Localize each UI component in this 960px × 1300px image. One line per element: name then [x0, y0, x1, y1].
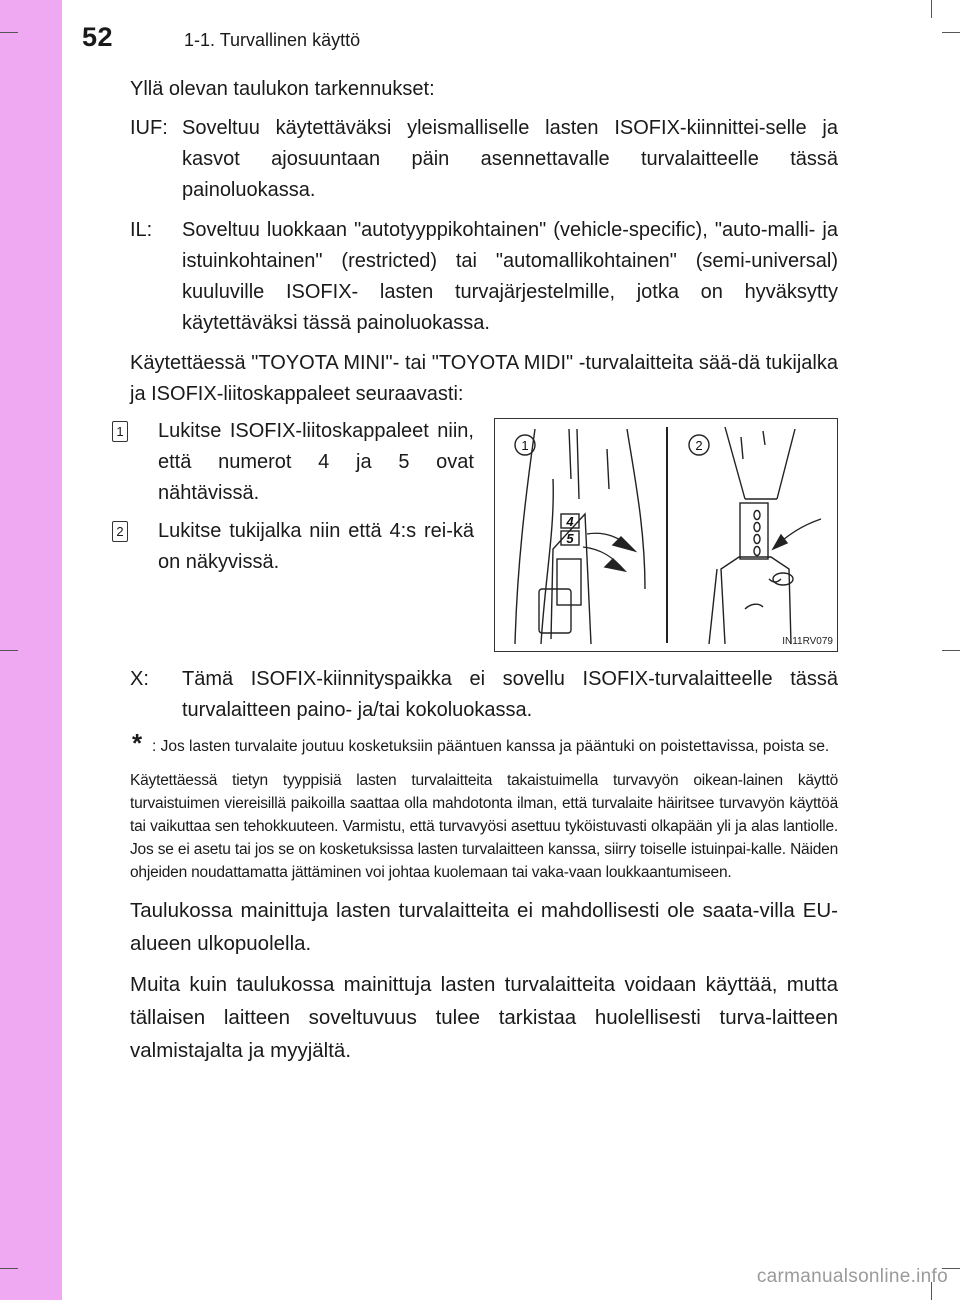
step-text: Lukitse ISOFIX-liitoskappaleet niin, että numerot 4 ja 5 ovat nähtävissä.	[158, 420, 474, 504]
figure-tag-4: 4	[566, 514, 574, 529]
isofix-illustration	[494, 418, 838, 652]
definition-il	[130, 215, 838, 339]
usage-text: Käytettäessä "TOYOTA MINI"- tai "TOYOTA MIDI" -turvalaitteita sää-dä tukijalka ja ISOFIX-liitoskappaleet seuraavasti:	[130, 352, 838, 405]
page-number: 52	[82, 22, 114, 52]
steps-section	[116, 416, 838, 664]
definition-x	[130, 664, 838, 726]
paragraph-availability: Taulukossa mainittuja lasten turvalaitteita ei mahdollisesti ole saata-villa EU-alueen ulkopuolella.	[130, 899, 838, 955]
section-header: 1-1. Turvallinen käyttö	[184, 30, 361, 50]
definition-term: IL:	[130, 219, 153, 241]
step-number-badge: 2	[112, 521, 128, 542]
footnote	[130, 728, 838, 759]
watermark: carmanualsonline.info	[756, 1266, 948, 1287]
crop-mark	[0, 1268, 18, 1269]
illustration-drawing	[495, 419, 837, 651]
step-1	[112, 416, 474, 509]
crop-mark	[931, 0, 932, 18]
caution-text: Käytettäessä tietyn tyyppisiä lasten turvalaitteita takaistuimella turvavyön oikean-lainen käyttö turvaistuimen viereisillä paikoilla saattaa olla mahdotonta ilman, että turvalaite häiritsee turvavyön käyttöä tai vaikuttaa sen tehokkuuteen. Varmistu, että turvavyösi asettuu tyköistuvasti olkapään yli ja alas lantiolle. Jos se ei asetu tai jos se on kosketuksissa lasten turvalaitteen kanssa, siirry toiselle istuinpai-kalle. Näiden ohjeiden noudattamatta jättäminen voi johtaa kuolemaan tai vaka-vaan loukkaantumiseen.	[130, 772, 838, 881]
paragraph-other-devices: Muita kuin taulukossa mainittuja lasten turvalaitteita voidaan käyttää, mutta tällaisen laitteen soveltuvuus tulee tarkistaa huolellisesti turva-laitteen valmistajalta ja myyjältä.	[130, 973, 838, 1062]
intro-text: Yllä olevan taulukon tarkennukset:	[130, 78, 435, 100]
figure-label-2: 2	[695, 438, 703, 453]
step-2	[112, 516, 474, 578]
figure-code: IN11RV079	[782, 636, 833, 647]
crop-mark	[0, 32, 18, 33]
definition-iuf	[130, 113, 838, 206]
definition-term: IUF:	[130, 117, 168, 139]
definition-text: Soveltuu käytettäväksi yleismalliselle lasten ISOFIX-kiinnittei-selle ja kasvot ajosuuntaan päin asennettavalle turvalaitteelle tässä painoluokassa.	[182, 117, 838, 201]
footnote-asterisk: *	[132, 728, 143, 758]
main-content	[116, 74, 838, 1075]
step-text: Lukitse tukijalka niin että 4:s rei-kä on näkyvissä.	[158, 520, 474, 573]
definition-text: Tämä ISOFIX-kiinnityspaikka ei sovellu ISOFIX-turvalaitteelle tässä turvalaitteen paino- ja/tai kokoluokassa.	[182, 668, 838, 721]
crop-mark	[942, 32, 960, 33]
step-number-badge: 1	[112, 421, 128, 442]
figure-label-1: 1	[521, 438, 529, 453]
definition-text: Soveltuu luokkaan "autotyyppikohtainen" (vehicle-specific), "auto-malli- ja istuinkohtainen" (restricted) tai "automallikohtainen" (semi-universal) kuuluville ISOFIX- lasten turvajärjestelmille, jotka on hyväksytty käytettäväksi tässä painoluokassa.	[182, 219, 838, 334]
footnote-text: : Jos lasten turvalaite joutuu kosketuksiin pääntuen kanssa ja pääntuki on poistettavissa, poista se.	[152, 738, 830, 755]
crop-mark	[942, 650, 960, 651]
figure-tag-5: 5	[566, 531, 574, 546]
crop-mark	[0, 650, 18, 651]
definition-term: X:	[130, 668, 149, 690]
